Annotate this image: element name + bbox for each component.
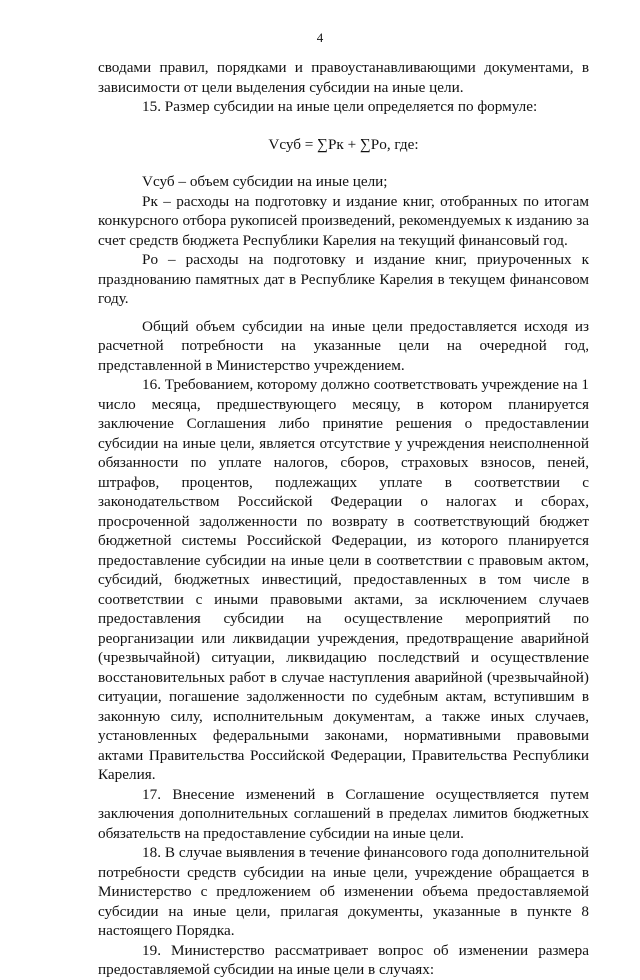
definition-vsub: Vсуб – объем субсидии на иные цели; xyxy=(142,173,388,190)
formula: Vсуб = ∑Pк + ∑Pо, где: xyxy=(268,135,419,153)
definition-pk: Pк – расходы на подготовку и издание книг, отобранных по итогам конкурсного отбора рукописей произведений, рекомендуемых к изданию за счет средств бюджета Республики Карелия на текущий финансовый год. xyxy=(98,192,589,249)
paragraph-17: 17. Внесение изменений в Соглашение осуществляется путем заключения дополнительных соглашений в пределах лимитов бюджетных обязательств на предоставление субсидии на иные цели. xyxy=(98,785,589,842)
page-number: 4 xyxy=(316,30,324,45)
paragraph-19: 19. Министерство рассматривает вопрос об изменении размера предоставляемой субсидии на иные цели в случаях: xyxy=(98,941,589,978)
definition-po: Pо – расходы на подготовку и издание книг, приуроченных к празднованию памятных дат в Республике Карелия в текущем финансовом году. xyxy=(98,251,589,307)
paragraph-15: 15. Размер субсидии на иные цели определяется по формуле: xyxy=(142,98,538,115)
paragraph-18: 18. В случае выявления в течение финансового года дополнительной потребности средств субсидии на иные цели, учреждение обращается в Министерство с предложением об изменении объема предоставляемой субсидии на иные цели, прилагая документы, указанные в пункте 8 настоящего Порядка. xyxy=(98,844,589,939)
paragraph-continuation: сводами правил, порядками и правоустанавливающими документами, в зависимости от цели выделения субсидии на иные цели. xyxy=(98,59,589,96)
document-body xyxy=(98,58,589,980)
paragraph-16: 16. Требованием, которому должно соответствовать учреждение на 1 число месяца, предшествующего месяцу, в котором планируется заключение Соглашения либо принятие решения о предоставлении субсидии на иные цели, является отсутствие у учреждения неисполненной обязанности по уплате налогов, сборов, страховых взносов, пеней, штрафов, процентов, подлежащих уплате в соответствии с законодательством Российской Федерации о налогах и сборах, просроченной задолженности по возврату в соответствующий бюджет бюджетной системы Российской Федерации, из которого планируется предоставление субсидии на иные цели в соответствии с правовым актом, субсидий, бюджетных инвестиций, предоставленных в том числе в соответствии с иными правовыми актами, за исключением случаев предоставления субсидии на осуществление мероприятий по реорганизации или ликвидации учреждения, предотвращение аварийной (чрезвычайной) ситуации, ликвидацию последствий и осуществление восстановительных работ в случае наступления аварийной (чрезвычайной) ситуации, погашение задолженности по судебным актам, вступившим в законную силу, исполнительным документам, а также иных случаев, установленных федеральными законами, нормативными правовыми актами Правительства Российской Федерации, Правительства Республики Карелия. xyxy=(98,376,589,783)
paragraph-total-volume: Общий объем субсидии на иные цели предоставляется исходя из расчетной потребности на указанные цели на очередной год, представленной в Министерство учреждением. xyxy=(98,317,589,374)
